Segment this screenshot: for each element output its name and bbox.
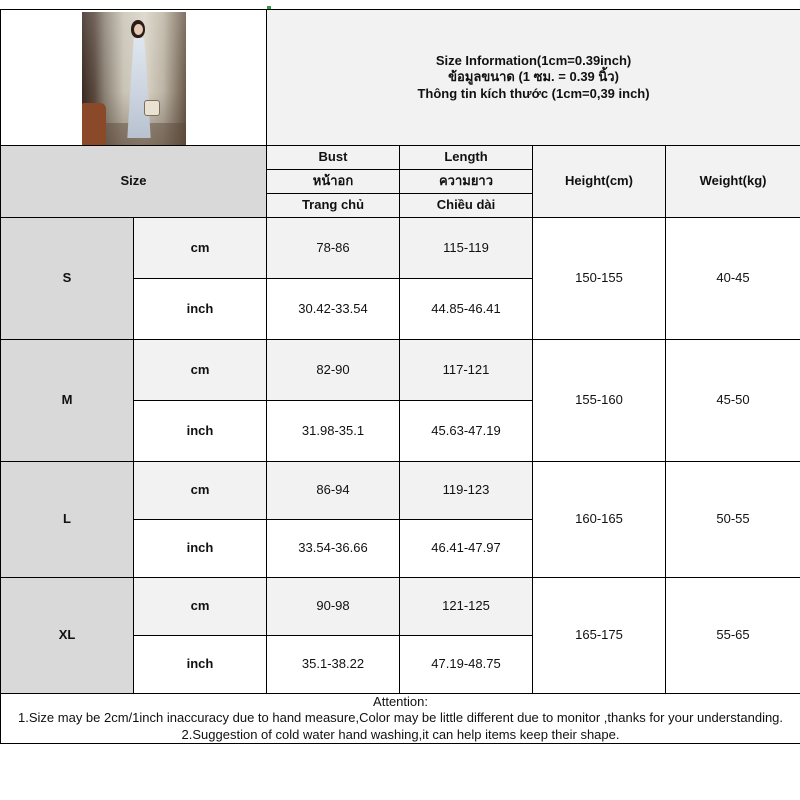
title-en: Size Information(1cm=0.39inch): [435, 53, 632, 69]
bust-inch: 35.1-38.22: [267, 636, 400, 694]
title-cell: [267, 10, 800, 146]
bust-header-th: หน้าอก: [267, 170, 400, 194]
bust-cm: 82-90: [267, 340, 400, 401]
bust-cm: 86-94: [267, 462, 400, 520]
length-cm: 117-121: [400, 340, 533, 401]
length-inch: 44.85-46.41: [400, 279, 533, 340]
unit-label-cm: cm: [134, 578, 267, 636]
height-value: 150-155: [533, 218, 666, 340]
length-header-en: Length: [400, 146, 533, 170]
height-value: 160-165: [533, 462, 666, 578]
attention-note: [1, 694, 800, 744]
table-row: [1, 218, 800, 279]
unit-label-inch: inch: [134, 401, 267, 462]
length-cm: 121-125: [400, 578, 533, 636]
bust-header-en: Bust: [267, 146, 400, 170]
attention-heading: Attention:: [373, 694, 428, 709]
product-photo-cell: [1, 10, 267, 146]
size-label-xl: XL: [1, 578, 134, 694]
title-vi: Thông tin kích thước (1cm=0,39 inch): [417, 85, 650, 101]
length-header-vi: Chiều dài: [400, 194, 533, 218]
length-cm: 119-123: [400, 462, 533, 520]
column-header-row-1: [1, 146, 800, 170]
weight-value: 40-45: [666, 218, 800, 340]
weight-value: 45-50: [666, 340, 800, 462]
bust-header-vi: Trang chủ: [267, 194, 400, 218]
unit-label-inch: inch: [134, 636, 267, 694]
weight-header: Weight(kg): [666, 146, 800, 218]
height-header: Height(cm): [533, 146, 666, 218]
weight-value: 50-55: [666, 462, 800, 578]
bust-cm: 90-98: [267, 578, 400, 636]
table-row: [1, 578, 800, 636]
bust-inch: 30.42-33.54: [267, 279, 400, 340]
size-label-l: L: [1, 462, 134, 578]
header-row: [1, 10, 800, 146]
unit-label-cm: cm: [134, 462, 267, 520]
bust-inch: 33.54-36.66: [267, 520, 400, 578]
unit-label-cm: cm: [134, 340, 267, 401]
unit-label-inch: inch: [134, 520, 267, 578]
size-header: Size: [1, 146, 267, 218]
height-value: 165-175: [533, 578, 666, 694]
attention-line-2: 2.Suggestion of cold water hand washing,it can help items keep their shape.: [181, 726, 620, 742]
length-inch: 45.63-47.19: [400, 401, 533, 462]
attention-line-1: 1.Size may be 2cm/1inch inaccuracy due to hand measure,Color may be little different due to monitor ,thanks for your understanding.: [18, 710, 784, 726]
unit-label-inch: inch: [134, 279, 267, 340]
bust-inch: 31.98-35.1: [267, 401, 400, 462]
unit-label-cm: cm: [134, 218, 267, 279]
size-label-m: M: [1, 340, 134, 462]
attention-row: [1, 694, 800, 744]
size-label-s: S: [1, 218, 134, 340]
size-chart-table: [0, 9, 800, 744]
product-photo: [82, 12, 186, 145]
length-header-th: ความยาว: [400, 170, 533, 194]
length-inch: 46.41-47.97: [400, 520, 533, 578]
table-row: [1, 340, 800, 401]
title-th: ข้อมูลขนาด (1 ซม. = 0.39 นิ้ว): [448, 69, 619, 85]
table-row: [1, 462, 800, 520]
height-value: 155-160: [533, 340, 666, 462]
length-inch: 47.19-48.75: [400, 636, 533, 694]
length-cm: 115-119: [400, 218, 533, 279]
weight-value: 55-65: [666, 578, 800, 694]
bust-cm: 78-86: [267, 218, 400, 279]
